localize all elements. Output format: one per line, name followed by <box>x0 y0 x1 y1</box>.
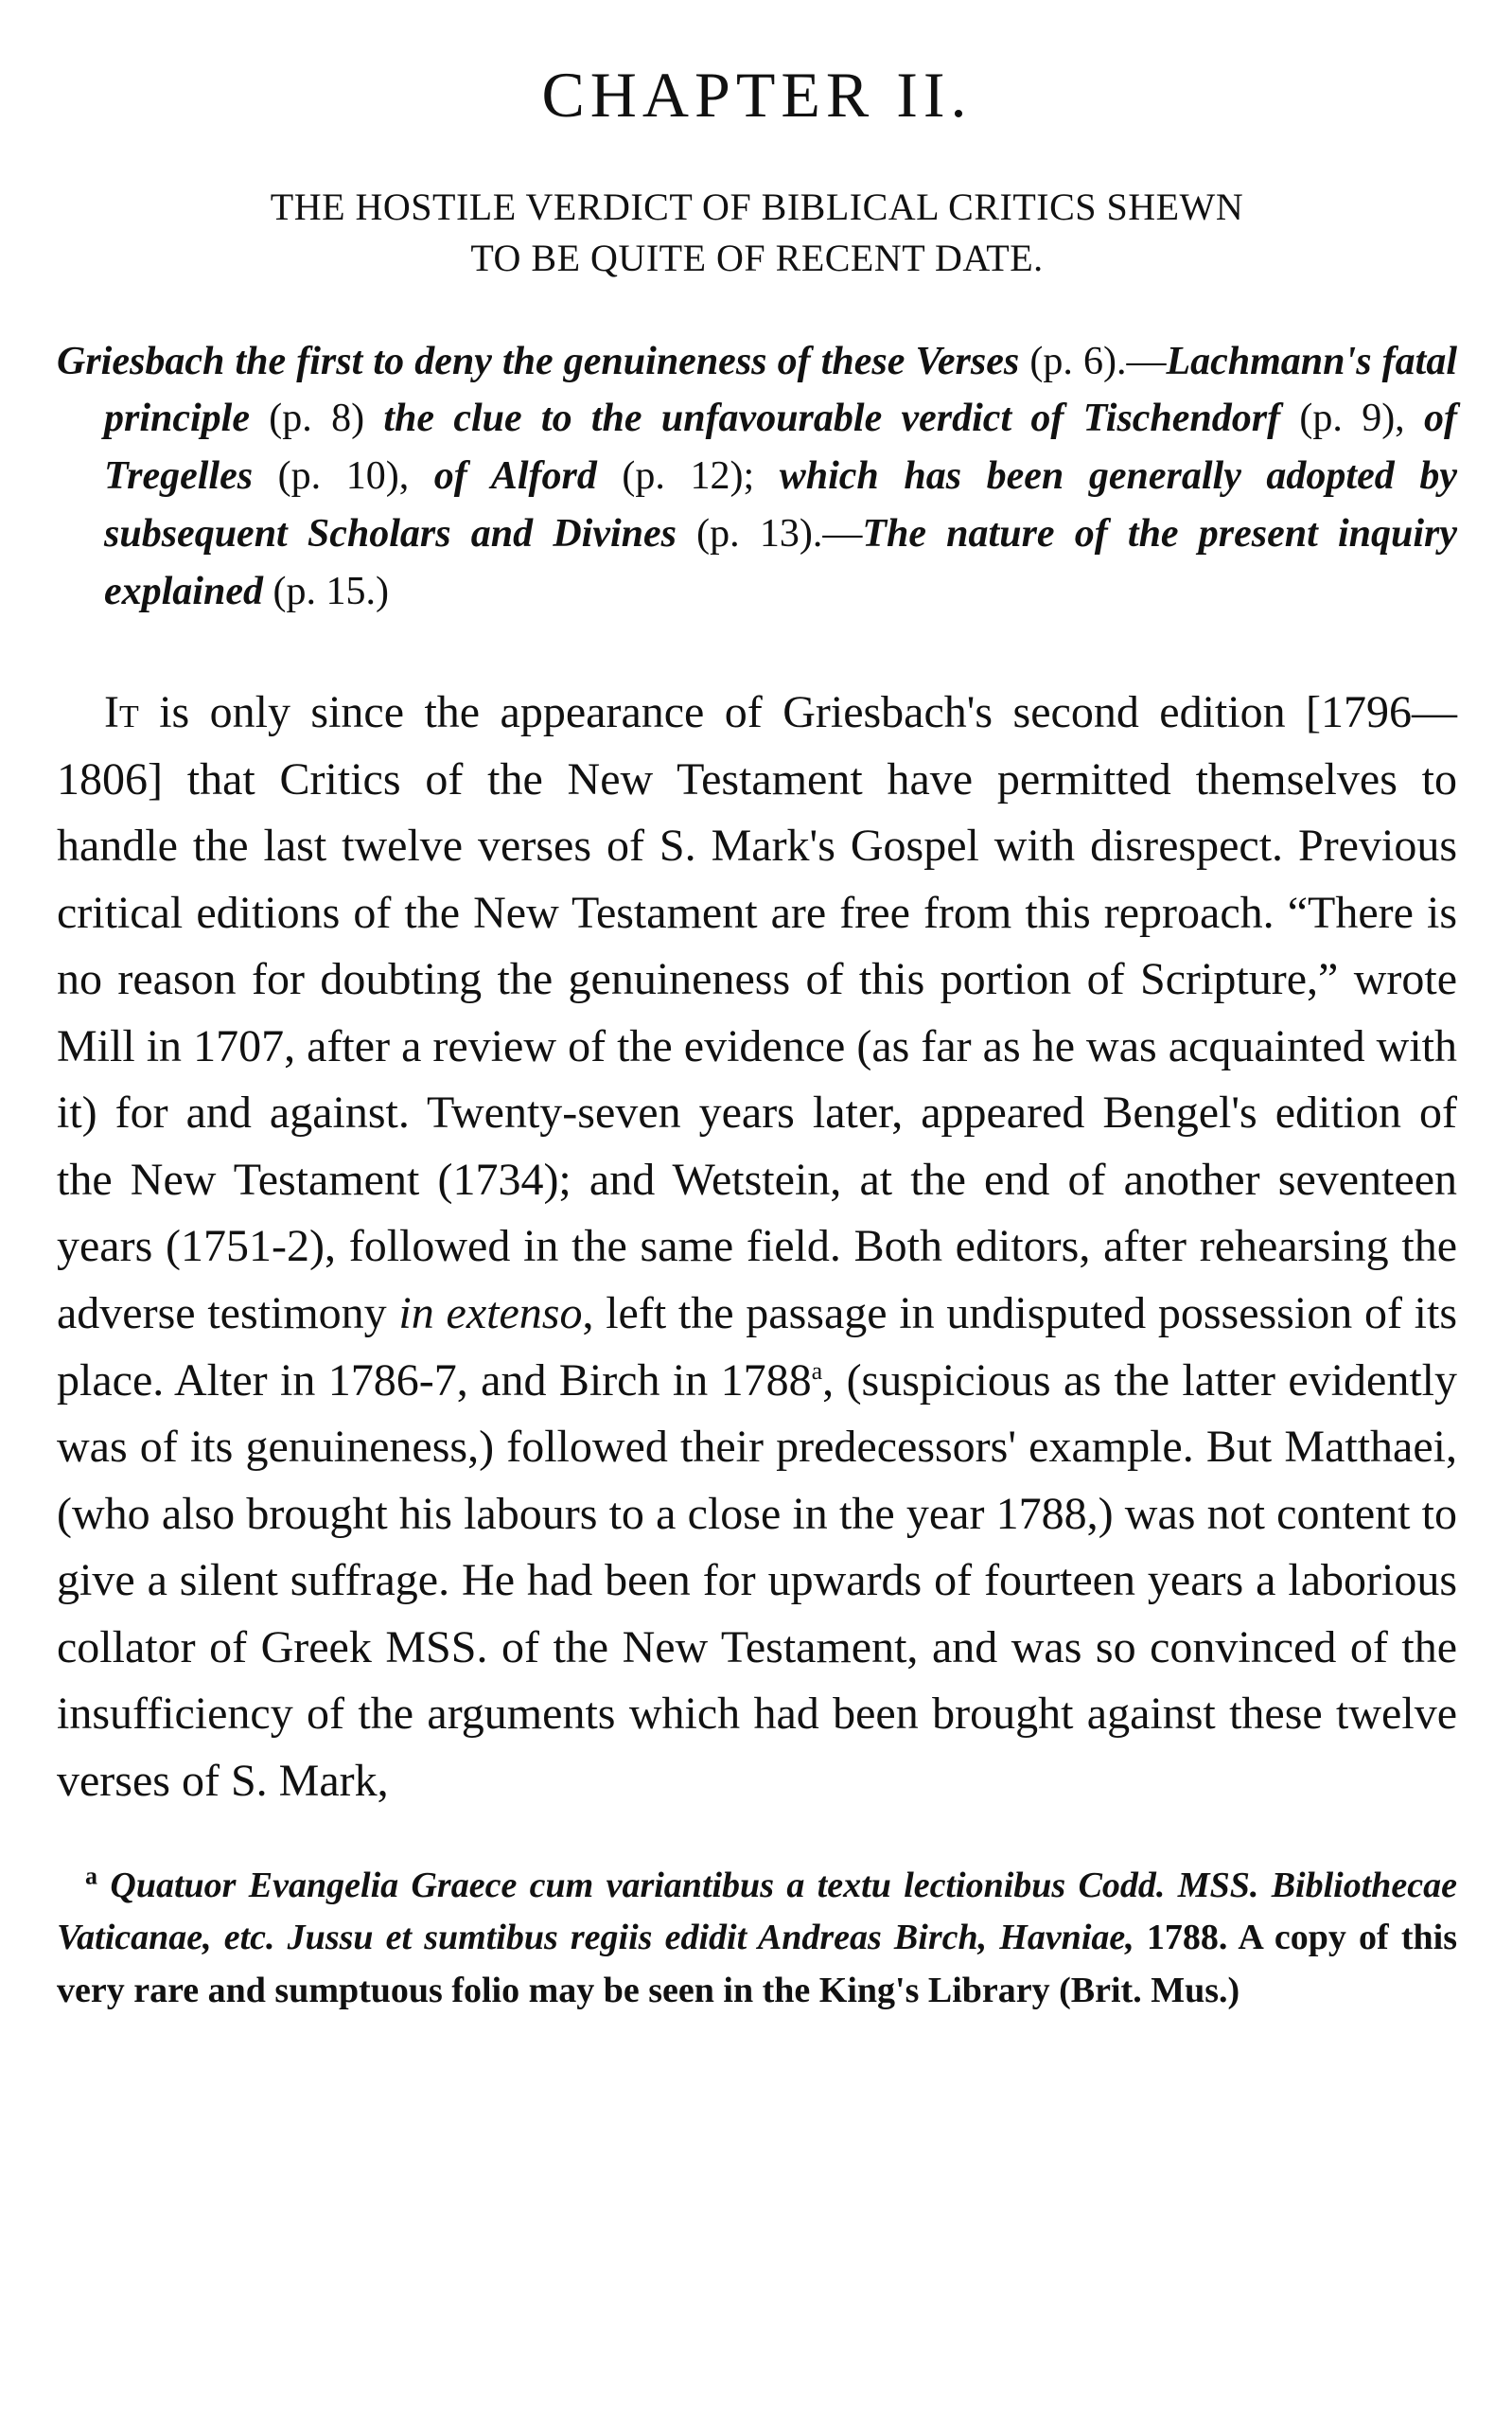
summary-page-ref: (p. 9), <box>1280 397 1424 441</box>
summary-item-tregelles: of Tregelles <box>104 397 1457 499</box>
summary-page-ref: (p. 6).— <box>1019 339 1167 383</box>
body-text-part-2: , left the passage in undisputed possession of its place. Alter in 1786-7, and Birch in 1788 <box>57 1287 1458 1406</box>
body-paragraph <box>57 680 1457 1814</box>
footnote <box>57 1860 1457 2016</box>
body-text-part-3: , (suspicious as the latter evidently was of its genuineness,) followed their predecessors' example. But Matthaei, (who also brought his labours to a close in the year 1788,) was not content to give a silent suffrage. He had been for upwards of fourteen years a laborious collator of Greek MSS. of the New Testament, and was so convinced of the insufficiency of the arguments which had been brought against these twelve verses of S. Mark, <box>57 1354 1458 1806</box>
summary-item-lachmann: Lachmann's fatal principle <box>104 339 1457 441</box>
footnote-reference: a <box>811 1356 823 1385</box>
summary-page-ref: (p. 13).— <box>677 512 863 557</box>
summary-item-alford: of Alford <box>433 454 597 499</box>
summary-item-scholars: which has been generally adopted by subsequent Scholars and Divines <box>104 454 1457 557</box>
summary-page-ref: (p. 10), <box>253 454 434 499</box>
chapter-subtitle-line-1: THE HOSTILE VERDICT OF BIBLICAL CRITICS SHEWN <box>270 185 1244 228</box>
body-text-part-1: is only since the appearance of Griesbach's second edition [1796—1806] that Critics of the New Testament have permitted themselves to handle the last twelve verses of S. Mark's Gospel with disrespect. Previous critical editions of the New Testament are free from this reproach. “There is no reason for doubting the genuineness of this portion of Scripture,” wrote Mill in 1707, after a review of the evidence (as far as he was acquainted with it) for and against. Twenty-seven years later, appeared Bengel's edition of the New Testament (1734); and Wetstein, at the end of another seventeen years (1751-2), followed in the same field. Both editors, after rehearsing the adverse testimony <box>57 687 1457 1338</box>
book-page <box>57 38 1457 2385</box>
footnote-citation: Quatuor Evangelia Graece cum variantibus a textu lectionibus Codd. MSS. Bibliothecae Vaticanae, etc. Jussu et sumtibus regiis edidit Andreas Birch, Havniae, <box>57 1866 1458 1958</box>
body-italic-phrase: in extenso <box>398 1287 583 1338</box>
footnote-text: 1788. A copy of this very rare and sumptuous folio may be seen in the King's Library (Brit. Mus.) <box>57 1918 1457 2010</box>
summary-page-ref: (p. 8) <box>250 397 384 441</box>
chapter-subtitle <box>57 182 1457 284</box>
opening-word: It <box>104 687 139 738</box>
summary-item-inquiry: The nature of the present inquiry explained <box>104 512 1457 614</box>
summary-page-ref: (p. 15.) <box>262 570 389 614</box>
chapter-summary <box>57 333 1457 621</box>
summary-item-griesbach: Griesbach the first to deny the genuineness of these Verses <box>57 339 1020 383</box>
summary-item-tischendorf: the clue to the unfavourable verdict of Tischendorf <box>383 397 1281 441</box>
chapter-subtitle-line-2: TO BE QUITE OF RECENT DATE. <box>470 236 1044 279</box>
footnote-mark: a <box>85 1862 97 1890</box>
summary-page-ref: (p. 12); <box>596 454 780 499</box>
chapter-title: CHAPTER II. <box>541 59 973 131</box>
chapter-summary-text <box>57 333 1457 621</box>
